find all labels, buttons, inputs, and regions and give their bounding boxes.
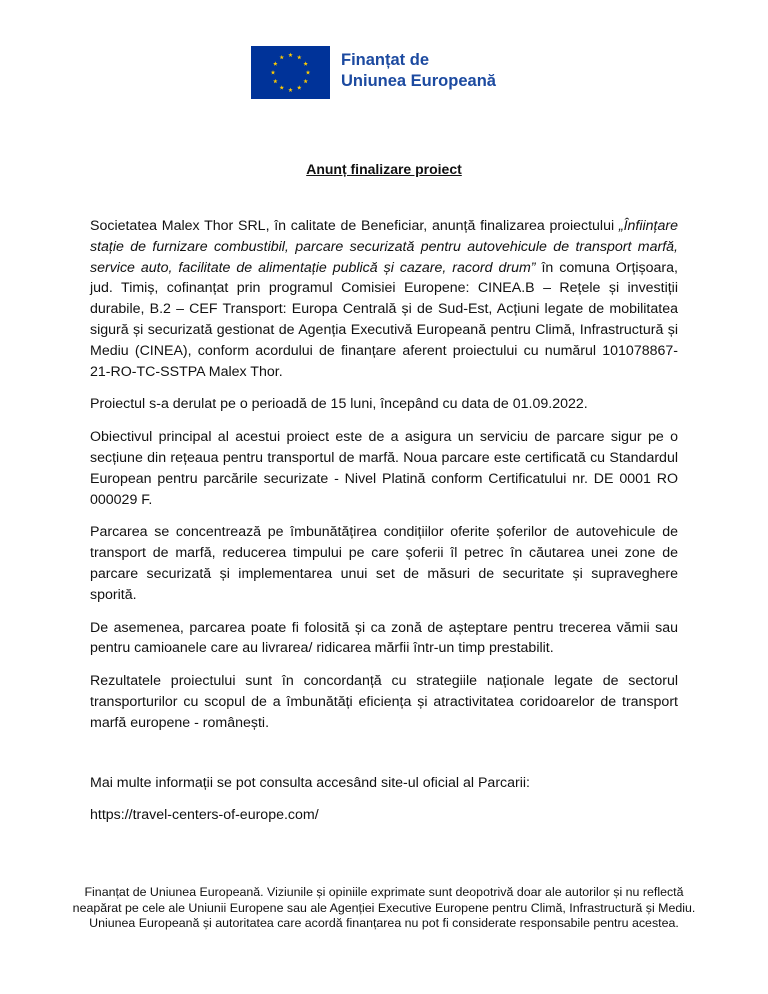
paragraph-waiting-zone: De asemenea, parcarea poate fi folosită și ca zonă de așteptare pentru trecerea vămii sau pentru camioanele care au livrarea/ ridicarea mărfii într-un timp prestabilit. <box>90 619 678 657</box>
paragraph-focus: Parcarea se concentrează pe îmbunătățirea condițiilor oferite șoferilor de autovehicule de transport de marfă, reducerea timpului pe care șoferii îl petrec în căutarea unei zone de parcare securizată și implementarea unui set de măsuri de securitate și supraveghere sporită. <box>90 524 678 603</box>
paragraph-results: Rezultatele proiectului sunt în concordanță cu strategiile naționale legate de sectorul transporturilor cu scopul de a îmbunătăți eficiența și atractivitatea coridoarelor de transport marfă europene - românești. <box>90 673 678 731</box>
project-name: „Înființare stație de furnizare combustibil, parcare securizată pentru autovehicule de transport marfă, service auto, facilitate de alimentație publică și cazare, racord drum” <box>90 218 678 276</box>
announcement-body <box>90 216 678 838</box>
intro-text: Societatea Malex Thor SRL, în calitate de Beneficiar, anunță finalizarea proiectului <box>90 218 619 234</box>
eu-funding-logo-text <box>341 50 496 92</box>
intro-text-end: în comuna Orțișoara, jud. Timiș, cofinanțat prin programul Comisiei Europene: CINEA.B – Rețele și investiții durabile, B.2 – CEF Transport: Europa Centrală și de Sud-Est, Acțiuni legate de mobilitatea sigură și securizată gestionat de Agenția Executivă Europeană pentru Climă, Infrastructură și Mediu (CINEA), conform acordului de finanțare aferent proiectului cu numărul 101078867- 21-RO-TC-SSTPA Malex Thor. <box>90 259 678 380</box>
eu-flag-icon <box>251 46 330 99</box>
logo-line-1: Finanțat de <box>341 51 430 69</box>
paragraph-duration: Proiectul s-a derulat pe o perioadă de 15 luni, începând cu data de 01.09.2022. <box>90 396 588 413</box>
paragraph-more-info: Mai multe informații se pot consulta accesând site-ul oficial al Parcarii: <box>90 774 530 791</box>
logo-line-2: Uniunea Europeană <box>341 72 496 90</box>
paragraph-project-intro <box>90 216 678 382</box>
page-title: Anunț finalizare proiect <box>306 161 462 177</box>
website-link[interactable]: https://travel-centers-of-europe.com/ <box>90 807 319 824</box>
eu-disclaimer: Finanțat de Uniunea Europeană. Viziunile și opiniile exprimate sunt deopotrivă doar ale autorilor și nu reflectă neapărat pe cele ale Uniunii Europene sau ale Agenției Executive Europene pentru Climă, Infrastructură și Mediu. Uniunea Europeană și autoritatea care acordă finanțarea nu pot fi considerate responsabile pentru acestea. <box>72 885 696 931</box>
paragraph-objective: Obiectivul principal al acestui proiect este de a asigura un serviciu de parcare sigur pe o secțiune din rețeaua pentru transportul de marfă. Noua parcare este certificată cu Standardul European pentru parcările securizate - Nivel Platină conform Certificatului nr. DE 0001 RO 000029 F. <box>90 429 678 508</box>
